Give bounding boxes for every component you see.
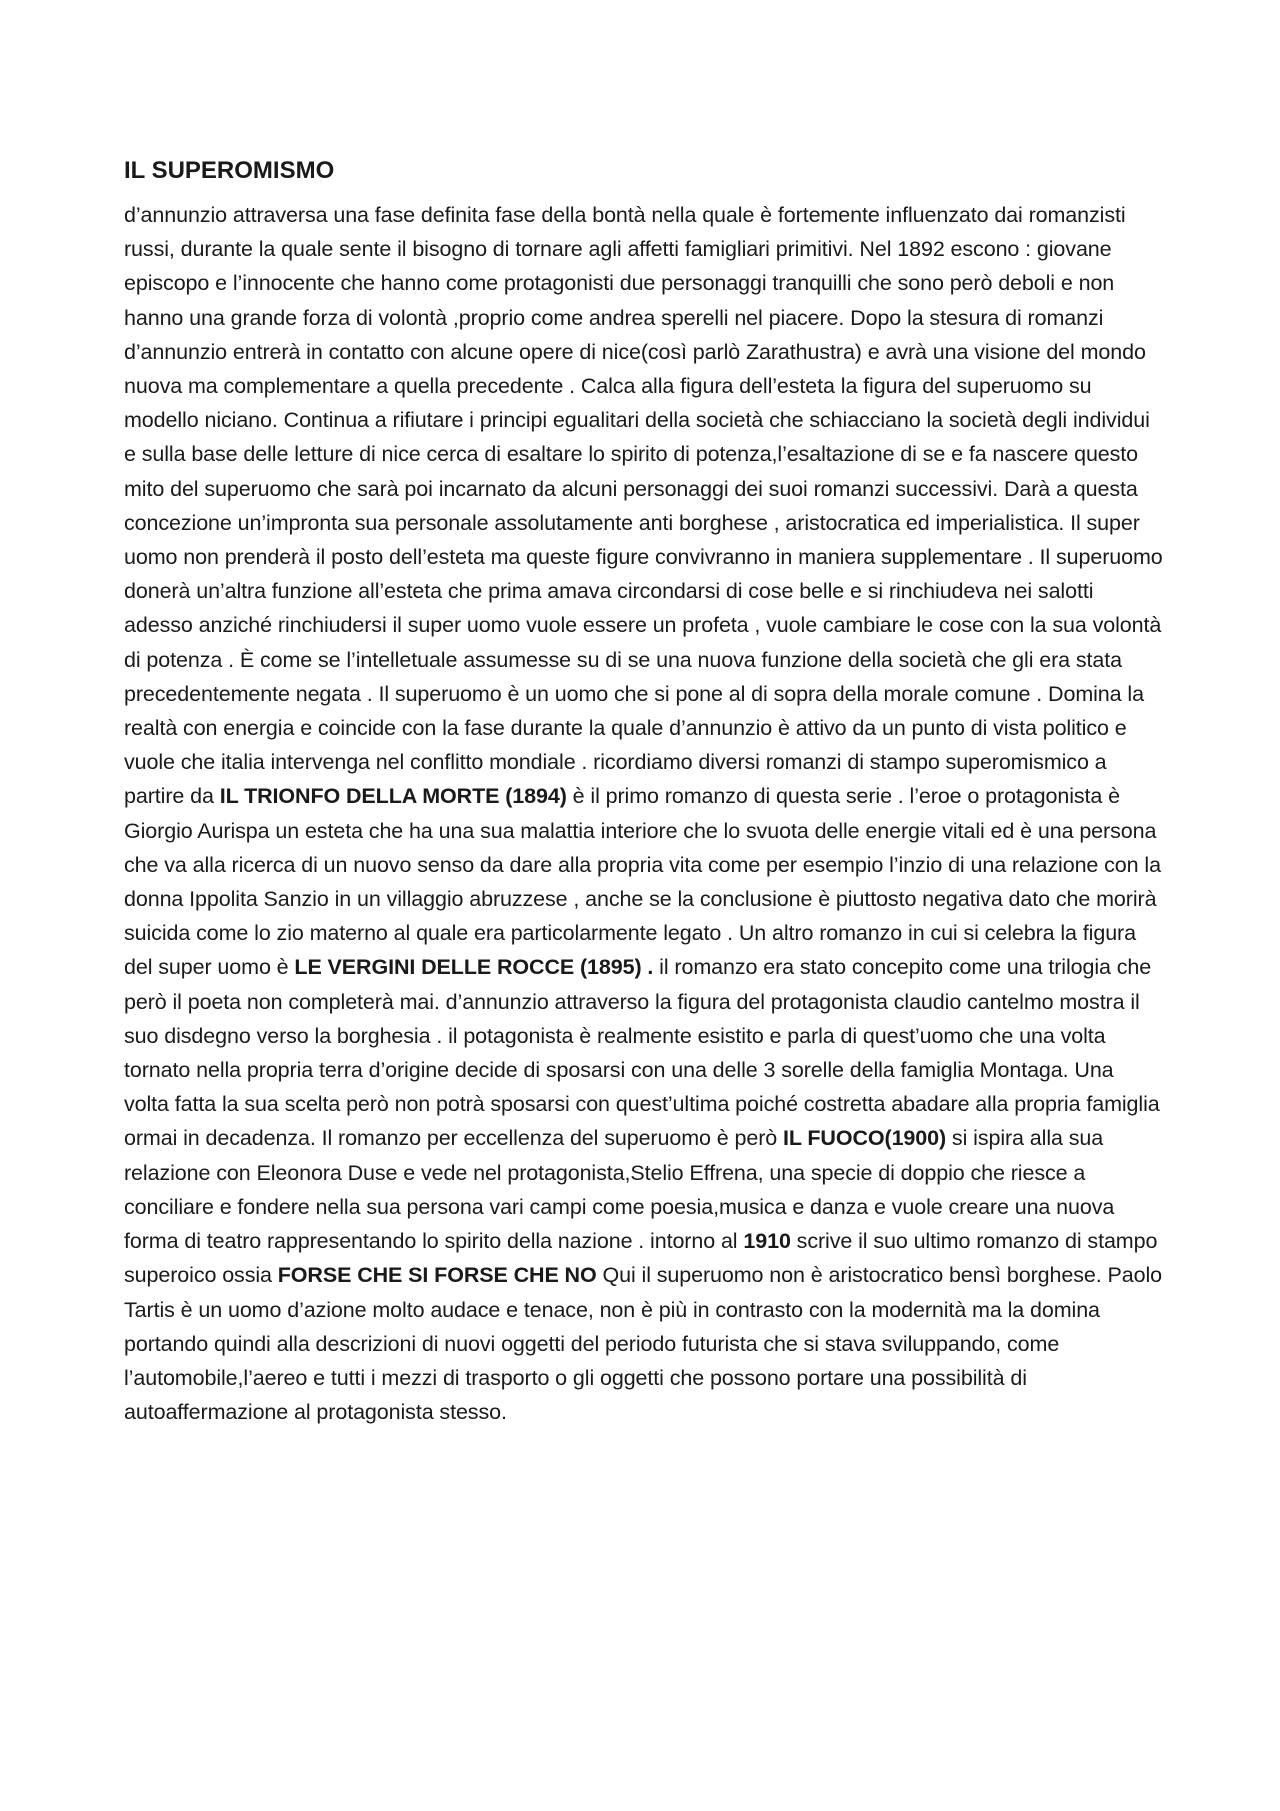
- document-paragraph: [124, 198, 1164, 1429]
- novel-title-forse: FORSE CHE SI FORSE CHE NO: [277, 1263, 597, 1288]
- text-segment: è il primo romanzo di questa serie . l’eroe o protagonista è Giorgio Aurispa un esteta che ha una sua malattia interiore che lo svuota delle energie vitali ed è una persona che va alla ricerca di un nuovo senso da dare alla propria vita come per esempio l’inzio di una relazione con la donna Ippolita Sanzio in un villaggio abruzzese , anche se la conclusione è piuttosto negativa dato che morirà suicida come lo zio materno al quale era particolarmente legato . Un altro romanzo in cui si celebra la figura del super uomo è: [124, 784, 1161, 980]
- novel-title-fuoco: IL FUOCO(1900): [782, 1126, 947, 1151]
- novel-title-vergini: LE VERGINI DELLE ROCCE (1895) .: [294, 955, 654, 980]
- text-segment: d’annunzio attraversa una fase definita fase della bontà nella quale è fortemente influenzato dai romanzisti russi, durante la quale sente il bisogno di tornare agli affetti famigliari primitivi. Nel 1892 escono : giovane episcopo e l’innocente che hanno come protagonisti due personaggi tranquilli che sono però deboli e non hanno una grande forza di volontà ,proprio come andrea sperelli nel piacere. Dopo la stesura di romanzi d’annunzio entrerà in contatto con alcune opere di nice(così parlò Zarathustra) e avrà una visione del mondo nuova ma complementare a quella precedente . Calca alla figura dell’esteta la figura del superuomo su modello niciano. Continua a rifiutare i principi egualitari della società che schiacciano la società degli individui e sulla base delle letture di nice cerca di esaltare lo spirito di potenza,l’esaltazione di se e fa nascere questo mito del superuomo che sarà poi incarnato da alcuni personaggi dei suoi romanzi successivi. Darà a questa concezione un’impronta sua personale assolutamente anti borghese , aristocratica ed imperialistica. Il super uomo non prenderà il posto dell’esteta ma queste figure convivranno in maniera supplementare . Il superuomo donerà un’altra funzione all’esteta che prima amava circondarsi di cose belle e si rinchiudeva nei salotti adesso anziché rinchiudersi il super uomo vuole essere un profeta , vuole cambiare le cose con la sua volontà di potenza . È come se l’intelletuale assumesse su di se una nuova funzione della società che gli era stata precedentemente negata . Il superuomo è un uomo che si pone al di sopra della morale comune . Domina la realtà con energia e coincide con la fase durante la quale d’annunzio è attivo da un punto di vista politico e vuole che italia intervenga nel conflitto mondiale . ricordiamo diversi romanzi di stampo superomismico a partire da: [124, 203, 1163, 809]
- text-segment: Qui il superuomo non è aristocratico bensì borghese. Paolo Tartis è un uomo d’azione molto audace e tenace, non è più in contrasto con la modernità ma la domina portando quindi alla descrizioni di nuovi oggetti del periodo futurista che si stava sviluppando, come l’automobile,l’aereo e tutti i mezzi di trasporto o gli oggetti che possono portare una possibilità di autoaffermazione al protagonista stesso.: [124, 1263, 1162, 1425]
- year-1910: 1910: [743, 1229, 791, 1254]
- document-content: [124, 156, 1164, 1429]
- text-segment: si ispira alla sua relazione con Eleonora Duse e vede nel protagonista,Stelio Effrena, una specie di doppio che riesce a conciliare e fondere nella sua persona vari campi come poesia,musica e danza e vuole creare una nuova forma di teatro rappresentando lo spirito della nazione . intorno al: [124, 1126, 1115, 1254]
- text-segment: il romanzo era stato concepito come una trilogia che però il poeta non completerà mai. d’annunzio attraverso la figura del protagonista claudio cantelmo mostra il suo disdegno verso la borghesia . il potagonista è realmente esistito e parla di quest’uomo che una volta tornato nella propria terra d’origine decide di sposarsi con una delle 3 sorelle della famiglia Montaga. Una volta fatta la sua scelta però non potrà sposarsi con quest’ultima poiché costretta abadare alla propria famiglia ormai in decadenza. Il romanzo per eccellenza del superuomo è però: [124, 955, 1160, 1151]
- text-segment: scrive il suo ultimo romanzo di stampo superoico ossia: [124, 1229, 1158, 1288]
- novel-title-trionfo: IL TRIONFO DELLA MORTE (1894): [219, 784, 567, 809]
- document-title: IL SUPEROMISMO: [124, 157, 335, 184]
